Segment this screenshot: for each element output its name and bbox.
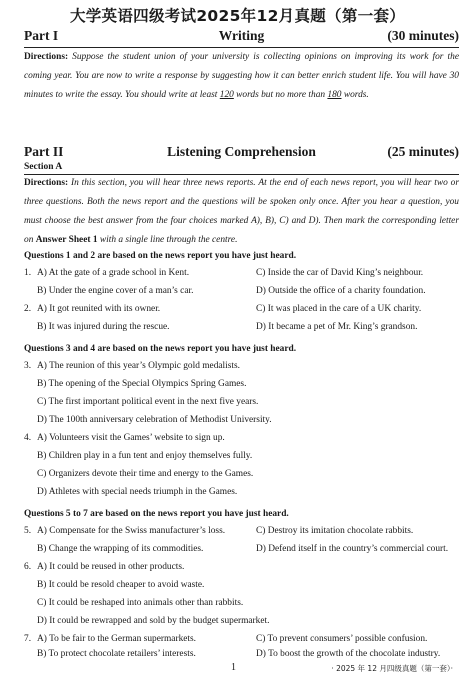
option-d: D) To boost the growth of the chocolate industry. (256, 649, 441, 659)
option-c: C) Organizers devote their time and energy to the Games. (37, 469, 254, 479)
option-d: D) Athletes with special needs triumph in the Games. (37, 487, 238, 497)
question-number: 3. (24, 361, 32, 371)
option-a: A) The reunion of this year’s Olympic gold medalists. (37, 361, 241, 371)
option-d: D) The 100th anniversary celebration of Methodist University. (37, 415, 272, 425)
option-c: C) It was placed in the care of a UK charity. (256, 304, 422, 314)
option-b: B) Children play in a fun tent and enjoy themselves fully. (37, 451, 253, 461)
page-title: 大学英语四级考试2025年12月真题（第一套） (69, 7, 406, 25)
option-d: D) It could be rewrapped and sold by the budget supermarket. (37, 616, 270, 626)
part1-header (24, 28, 459, 46)
question-group-heading: Questions 3 and 4 are based on the news report you have just heard. (24, 344, 297, 354)
part1-time: (30 minutes) (387, 28, 459, 43)
part1-label: Part I (24, 28, 59, 43)
section-a-label: Section A (24, 162, 63, 172)
part1-name: Writing (218, 28, 265, 43)
max-words: 180 (327, 90, 342, 100)
option-c: C) To prevent consumers’ possible confusion. (256, 634, 428, 644)
question-group-heading: Questions 5 to 7 are based on the news report you have just heard. (24, 509, 289, 519)
option-b: B) The opening of the Special Olympics Spring Games. (37, 379, 247, 389)
option-b: B) It could be resold cheaper to avoid waste. (37, 580, 205, 590)
question-group-heading: Questions 1 and 2 are based on the news report you have just heard. (24, 251, 297, 261)
question-number: 1. (24, 268, 32, 278)
question-number: 7. (24, 634, 32, 644)
option-c: C) Destroy its imitation chocolate rabbits. (256, 526, 414, 536)
answer-sheet-ref: Answer Sheet 1 (35, 235, 98, 245)
option-a: A) At the gate of a grade school in Kent. (37, 268, 190, 278)
min-words: 120 (219, 90, 234, 100)
option-d: D) It became a pet of Mr. King’s grandson. (256, 322, 418, 332)
question-number: 2. (24, 304, 32, 314)
option-b: B) Under the engine cover of a man’s car. (37, 286, 194, 296)
option-a: A) Compensate for the Swiss manufacturer’s loss. (37, 526, 226, 536)
option-c: C) The first important political event in the next five years. (37, 397, 259, 407)
option-d: D) Defend itself in the country’s commercial court. (256, 544, 449, 554)
part2-label: Part II (24, 144, 64, 159)
part1-directions-label: Directions: (24, 52, 69, 62)
question-number: 5. (24, 526, 32, 536)
option-c: C) It could be reshaped into animals other than rabbits. (37, 598, 244, 608)
option-a: A) Volunteers visit the Games’ website to sign up. (37, 433, 225, 443)
part2-time: (25 minutes) (387, 144, 459, 159)
question-number: 6. (24, 562, 32, 572)
option-a: A) It could be reused in other products. (37, 562, 185, 572)
option-b: B) It was injured during the rescue. (37, 322, 170, 332)
option-c: C) Inside the car of David King’s neighbour. (256, 268, 424, 278)
part2-header (24, 144, 459, 162)
page-number: 1 (231, 662, 236, 673)
option-b: B) Change the wrapping of its commodities. (37, 544, 204, 554)
part2-directions: Directions: In this section, you will hear three news reports. At the end of each news report, you will hear two or three questions. Both the news report and the questions will be spoken only once. After you hear a question, you must choose the best answer from the four choices marked A), B), C) and D). Then mark the corresponding letter on Answer Sheet 1 with a single line through the centre. (24, 178, 459, 245)
footer-note: · 2025 年 12 月四级真题（第一套）· (331, 664, 453, 673)
option-b: B) To protect chocolate retailers’ interests. (37, 649, 196, 659)
option-a: A) It got reunited with its owner. (37, 304, 161, 314)
part1-directions: Directions: Suppose the student union of your university is collecting opinions on improving its work for the coming year. You are now to write a response by suggesting how it can better enrich student life. You will have 30 minutes to write the essay. You should write at least 120 words but no more than 180 words. (24, 52, 459, 100)
part2-name: Listening Comprehension (167, 144, 316, 159)
question-number: 4. (24, 433, 32, 443)
part2-directions-label: Directions: (24, 178, 69, 188)
option-a: A) To be fair to the German supermarkets. (37, 634, 197, 644)
option-d: D) Outside the office of a charity foundation. (256, 286, 426, 296)
